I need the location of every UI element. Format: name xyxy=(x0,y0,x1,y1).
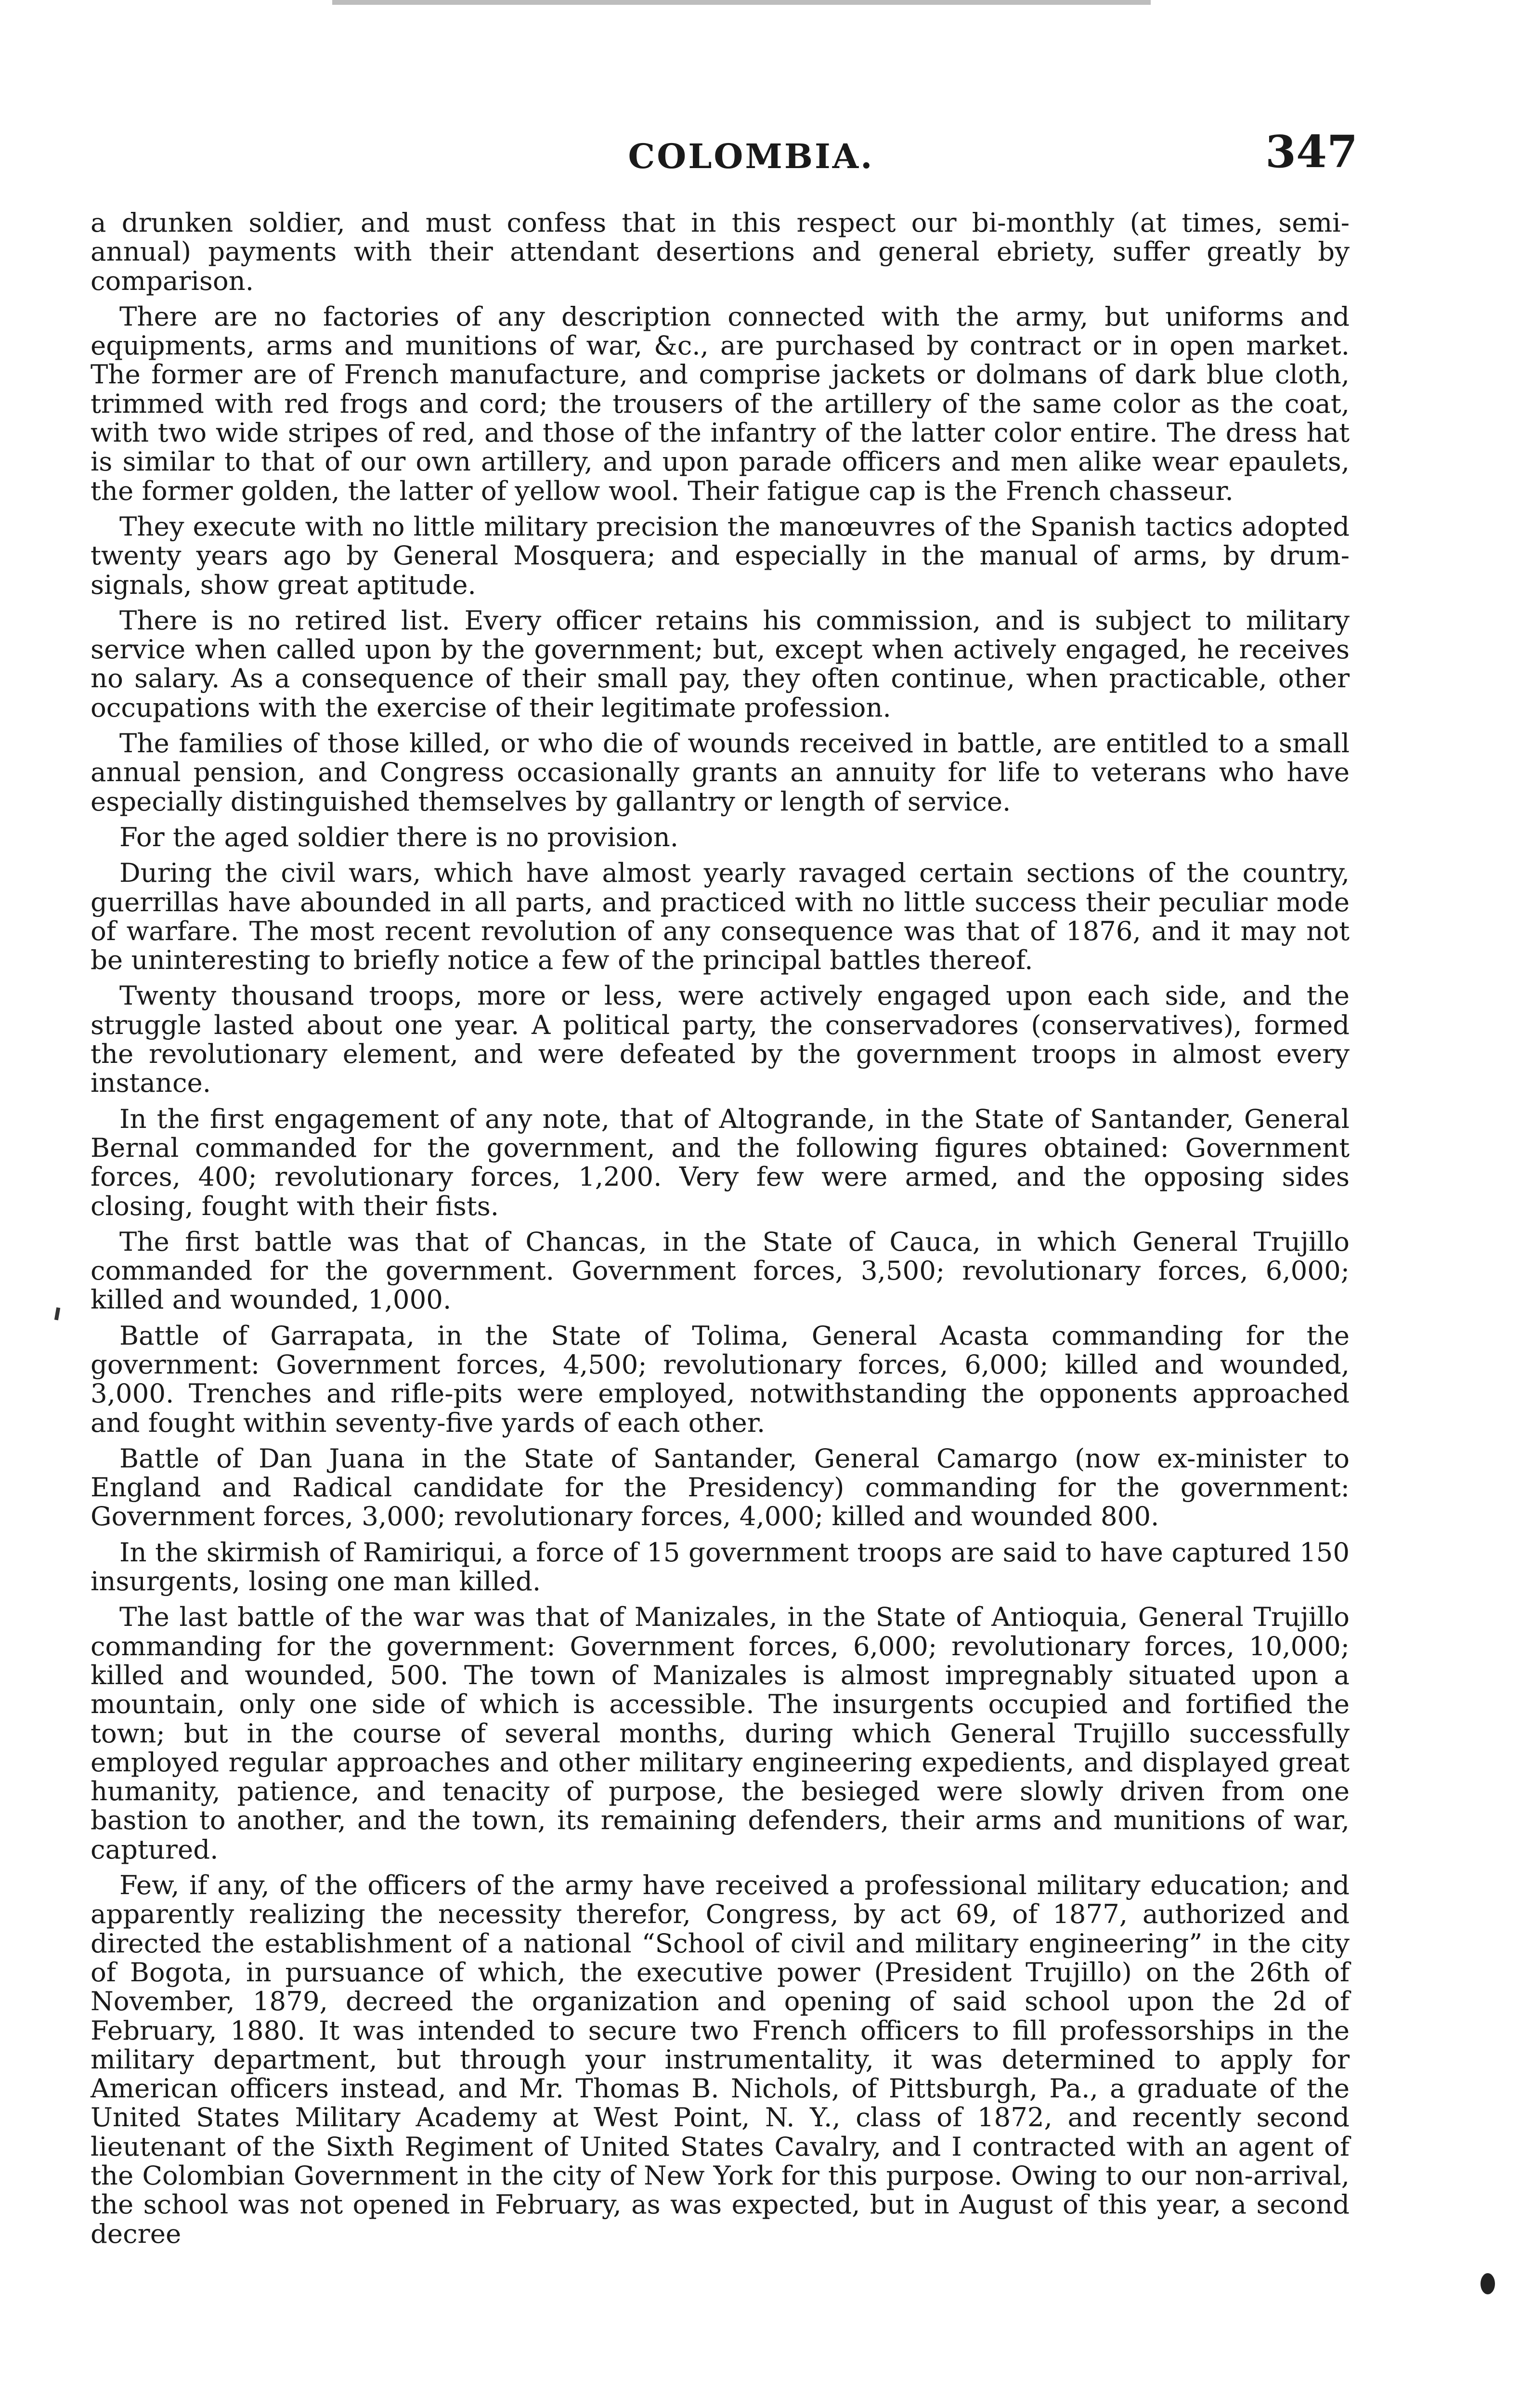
paragraph: Battle of Dan Juana in the State of Santander, General Camargo (now ex-minister to England and Radical candidate for the Presidency) commanding for the government: Government forces, 3,000; revolutionary forces, 4,000; killed and wounded 800. xyxy=(91,1442,1350,1532)
paragraph: In the skirmish of Ramiriqui, a force of 15 government troops are said to have captured 150 insurgents, losing one man killed. xyxy=(91,1536,1350,1597)
paragraph: Few, if any, of the officers of the army have received a professional military education; and apparently realizing the necessity therefor, Congress, by act 69, of 1877, authorized and directed the establishment of a national “School of civil and military engineering” in the city of Bogota, in pursuance of which, the executive power (President Trujillo) on the 26th of November, 1879, decreed the organization and opening of said school upon the 2d of February, 1880. It was intended to secure two French officers to fill professorships in the military department, but through your instrumentality, it was determined to apply for American officers instead, and Mr. Thomas B. Nichols, of Pittsburgh, Pa., a graduate of the United States Military Academy at West Point, N. Y., class of 1872, and recently second lieutenant of the Sixth Regiment of United States Cavalry, and I contracted with an agent of the Colombian Government in the city of New York for this purpose. Owing to our non-arrival, the school was not opened in February, as was expected, but in August of this year, a second decree xyxy=(91,1870,1350,2249)
body-text xyxy=(91,208,1350,2255)
margin-ink-dot xyxy=(1481,2273,1495,2294)
page-title: COLOMBIA. xyxy=(628,136,874,176)
page-number: 347 xyxy=(1265,126,1358,178)
paragraph: There is no retired list. Every officer retains his commission, and is subject to military service when called upon by the government; but, except when actively engaged, he receives no salary. As a consequence of their small pay, they often continue, when practicable, other occupations with the exercise of their legitimate profession. xyxy=(91,604,1350,723)
paragraph: For the aged soldier there is no provision. xyxy=(119,821,679,852)
margin-mark xyxy=(54,1308,60,1321)
paragraph: Twenty thousand troops, more or less, were actively engaged upon each side, and the struggle lasted about one year. A political party, the conservadores (conservatives), formed the revolutionary element, and were defeated by the government troops in almost every instance. xyxy=(91,980,1350,1099)
paragraph: The families of those killed, or who die of wounds received in battle, are entitled to a small annual pension, and Congress occasionally grants an annuity for life to veterans who have especially distinguished themselves by gallantry or length of service. xyxy=(91,728,1350,817)
running-header xyxy=(0,128,1533,181)
paragraph: The last battle of the war was that of Manizales, in the State of Antioquia, General Trujillo commanding for the government: Government forces, 6,000; revolutionary forces, 10,000; killed and wounded, 500. The town of Manizales is almost impregnably situated upon a mountain, only one side of which is accessible. The insurgents occupied and fortified the town; but in the course of several months, during which General Trujillo successfully employed regular approaches and other military engineering expedients, and displayed great humanity, patience, and tenacity of purpose, the besieged were slowly driven from one bastion to another, and the town, its remaining defenders, their arms and munitions of war, captured. xyxy=(91,1601,1350,1865)
paragraph: In the first engagement of any note, that of Altogrande, in the State of Santander, General Bernal commanded for the government, and the following figures obtained: Government forces, 400; revolutionary forces, 1,200. Very few were armed, and the opposing sides closing, fought with their fists. xyxy=(91,1103,1350,1221)
paragraph: There are no factories of any description connected with the army, but uniforms and equipments, arms and munitions of war, &c., are purchased by contract or in open market. The former are of French manufacture, and comprise jackets or dolmans of dark blue cloth, trimmed with red frogs and cord; the trousers of the artillery of the same color as the coat, with two wide stripes of red, and those of the infantry of the latter color entire. The dress hat is similar to that of our own artillery, and upon parade officers and men alike wear epaulets, the former golden, the latter of yellow wool. Their fatigue cap is the French chasseur. xyxy=(91,301,1350,506)
paragraph: During the civil wars, which have almost yearly ravaged certain sections of the country, guerrillas have abounded in all parts, and practiced with no little success their peculiar mode of warfare. The most recent revolution of any consequence was that of 1876, and it may not be uninteresting to briefly notice a few of the principal battles thereof. xyxy=(91,857,1350,976)
paragraph: Battle of Garrapata, in the State of Tolima, General Acasta commanding for the government: Government forces, 4,500; revolutionary forces, 6,000; killed and wounded, 3,000. Trenches and rifle-pits were employed, notwithstanding the opponents approached and fought within seventy-five yards of each other. xyxy=(91,1320,1350,1438)
paragraph: The first battle was that of Chancas, in the State of Cauca, in which General Trujillo commanded for the government. Government forces, 3,500; revolutionary forces, 6,000; killed and wounded, 1,000. xyxy=(91,1226,1350,1315)
paragraph: a drunken soldier, and must confess that in this respect our bi-monthly (at times, semi-annual) payments with their attendant desertions and general ebriety, suffer greatly by comparison. xyxy=(91,207,1350,296)
paragraph: They execute with no little military precision the manœuvres of the Spanish tactics adopted twenty years ago by General Mosquera; and especially in the manual of arms, by drum-signals, show great aptitude. xyxy=(91,510,1350,600)
top-print-artifact xyxy=(332,0,1151,5)
